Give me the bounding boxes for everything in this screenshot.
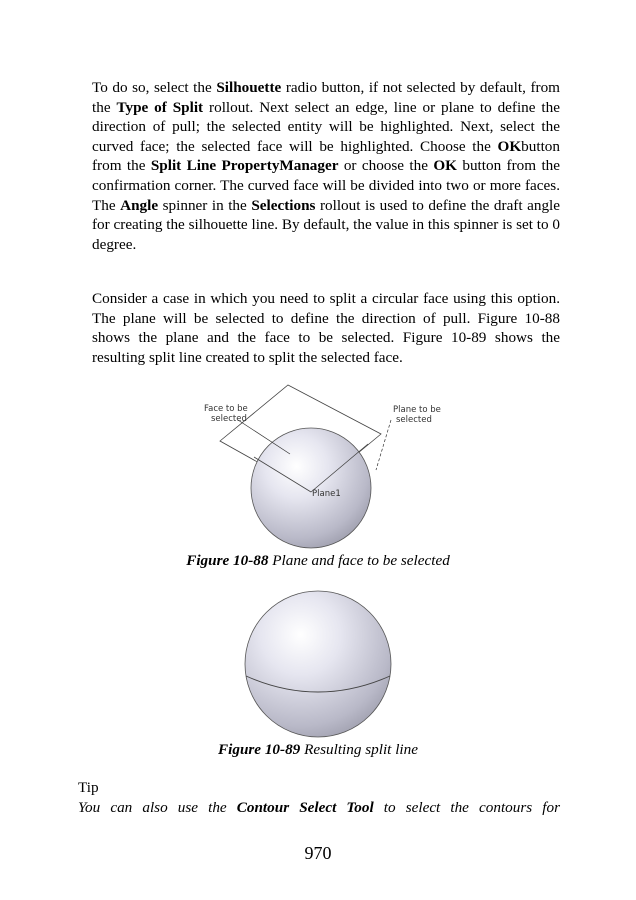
body-paragraph-1 bbox=[92, 78, 560, 254]
page-number: 970 bbox=[304, 843, 332, 863]
tip-text-after: to select the contours for bbox=[373, 799, 560, 816]
text-run: rollout is used to define the draft angle for creating the silhouette line. By default, the value in this spinner is set to 0 degree. bbox=[92, 196, 560, 253]
text-run: button from the bbox=[92, 137, 560, 175]
tip-text-before: You can also use the bbox=[78, 799, 237, 816]
callout-plane-label-1: Plane to be bbox=[393, 405, 441, 415]
figure-10-88-caption bbox=[0, 552, 636, 570]
caption-text: Resulting split line bbox=[300, 741, 418, 758]
bold-term: Angle bbox=[120, 196, 159, 214]
callout-face-label-2: selected bbox=[211, 414, 247, 424]
figure-10-88-illustration bbox=[198, 382, 448, 554]
bold-term: Silhouette bbox=[216, 79, 282, 96]
text-run: button from the confirmation corner. The curved face will be divided into two or more faces. The bbox=[92, 157, 560, 214]
text-run: rollout. Next select an edge, line or plane to define the direction of pull; the selected entity will be highlighted. Next, select the curved face; the selected face will be highlighted. Choose the bbox=[92, 98, 560, 155]
bold-term: OK bbox=[497, 137, 522, 155]
text-run: or choose the bbox=[338, 157, 434, 175]
body-paragraph-2: Consider a case in which you need to split a circular face using this option. The plane will be selected to define the direction of pull. Figure 10-88 shows the plane and the face to be selected. Figure 10-89 shows the resulting split line created to split the selected face. bbox=[92, 290, 560, 366]
plane-name-label: Plane1 bbox=[312, 489, 341, 499]
caption-number: Figure 10-89 bbox=[218, 741, 301, 758]
caption-text: Plane and face to be selected bbox=[268, 552, 450, 569]
caption-number: Figure 10-88 bbox=[186, 552, 269, 569]
text-run: spinner in the bbox=[158, 196, 252, 214]
text-run: To do so, select the bbox=[92, 79, 217, 96]
callout-plane-label-2: selected bbox=[396, 415, 432, 425]
figure-10-89-illustration bbox=[242, 588, 394, 740]
bold-term: OK bbox=[433, 157, 457, 175]
tip-tool-name: Contour Select Tool bbox=[236, 799, 374, 816]
sphere-face bbox=[251, 428, 371, 548]
tip-text bbox=[78, 799, 560, 817]
bold-term: Split Line PropertyManager bbox=[150, 157, 339, 175]
split-sphere bbox=[245, 591, 391, 737]
figure-10-89-caption bbox=[0, 741, 636, 759]
tip-label: Tip bbox=[78, 779, 99, 796]
bold-term: Selections bbox=[251, 196, 316, 214]
bold-term: Type of Split bbox=[116, 98, 204, 116]
text-run: radio button, if not selected by default, from the bbox=[92, 79, 560, 116]
callout-face-label-1: Face to be bbox=[204, 404, 248, 414]
